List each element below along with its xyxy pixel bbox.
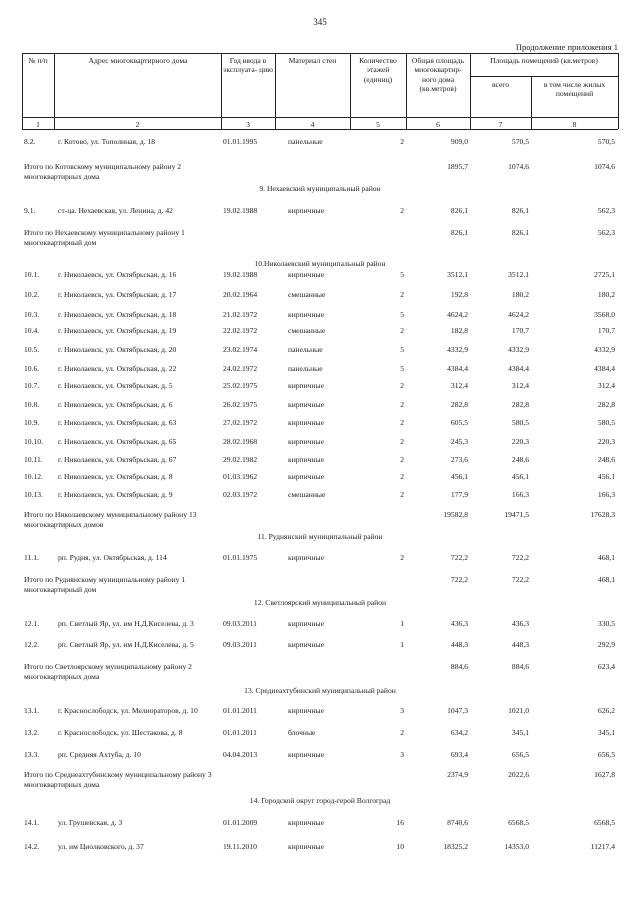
cell-number: 13.3. bbox=[24, 750, 40, 759]
cell-total-area: 448,3 bbox=[450, 640, 468, 649]
section-heading: 13. Среднеахтубинский муниципальный район bbox=[244, 686, 396, 695]
cell-area-residential: 1627,8 bbox=[594, 770, 615, 779]
cell-area-residential: 345,1 bbox=[597, 728, 615, 737]
cell-area-residential: 312,4 bbox=[597, 381, 615, 390]
cell-total-area: 4624,2 bbox=[447, 310, 468, 319]
cell-area-all: 4332,9 bbox=[508, 345, 529, 354]
cell-floors: 2 bbox=[400, 728, 404, 737]
cell-area-residential: 570,5 bbox=[597, 137, 615, 146]
cell-year: 19.02.1988 bbox=[223, 270, 258, 279]
cell-address: г. Николаевск, ул. Октябрьская, д. 6 bbox=[58, 400, 173, 409]
cell-total-area: 4384,4 bbox=[447, 364, 468, 373]
cell-address: г. Николаевск, ул. Октябрьская, д. 8 bbox=[58, 472, 173, 481]
cell-total-area: 18325,2 bbox=[443, 842, 468, 851]
column-number: 4 bbox=[310, 120, 315, 129]
cell-number: 10.9. bbox=[24, 418, 40, 427]
cell-area-residential: 166,3 bbox=[597, 490, 615, 499]
cell-year: 26.02.1975 bbox=[223, 400, 258, 409]
header-address: Адрес многоквартирного дома bbox=[88, 56, 188, 65]
section-heading: 14. Городской округ город-герой Волгоград bbox=[249, 796, 391, 805]
cell-material: кирпичные bbox=[288, 310, 325, 319]
cell-number: 10.13. bbox=[24, 490, 43, 499]
cell-material: кирпичные bbox=[288, 381, 325, 390]
cell-area-all: 722,2 bbox=[511, 575, 529, 584]
cell-number: 13.2. bbox=[24, 728, 40, 737]
cell-floors: 2 bbox=[400, 206, 404, 215]
header-total-area: Общая площадь многоквартир- ного дома (кв.метров) bbox=[411, 56, 465, 94]
cell-area-residential: 282,8 bbox=[597, 400, 615, 409]
cell-address: г. Николаевск, ул. Октябрьская, д. 22 bbox=[58, 364, 177, 373]
cell-material: кирпичные bbox=[288, 455, 325, 464]
cell-year: 02.03.1972 bbox=[223, 490, 258, 499]
cell-area-residential: 292,9 bbox=[597, 640, 615, 649]
cell-total-area: 2374,9 bbox=[447, 770, 468, 779]
cell-area-residential: 170,7 bbox=[597, 326, 615, 335]
cell-area-residential: 2725,1 bbox=[594, 270, 615, 279]
cell-year: 04.04.2013 bbox=[223, 750, 258, 759]
cell-area-residential: 456,1 bbox=[597, 472, 615, 481]
cell-material: панельные bbox=[288, 137, 323, 146]
cell-area-residential: 468,1 bbox=[597, 553, 615, 562]
cell-material: кирпичные bbox=[288, 706, 325, 715]
cell-floors: 2 bbox=[400, 553, 404, 562]
cell-total-area: 8740,6 bbox=[447, 818, 468, 827]
header-year: Год ввода в эксплуата- цию bbox=[223, 56, 273, 75]
cell-material: кирпичные bbox=[288, 818, 325, 827]
cell-number: 10.2. bbox=[24, 290, 40, 299]
cell-area-residential: 220,3 bbox=[597, 437, 615, 446]
continuation-note: Продолжение приложения 1 bbox=[515, 42, 618, 52]
cell-total-area: 177,9 bbox=[450, 490, 468, 499]
cell-area-all: 170,7 bbox=[511, 326, 529, 335]
cell-year: 21.02.1972 bbox=[223, 310, 258, 319]
cell-number: 10.8. bbox=[24, 400, 40, 409]
cell-area-all: 2022,6 bbox=[508, 770, 529, 779]
page-number: 345 bbox=[313, 17, 327, 27]
cell-area-all: 345,1 bbox=[511, 728, 529, 737]
cell-number: 10.1. bbox=[24, 270, 40, 279]
cell-material: кирпичные bbox=[288, 206, 325, 215]
cell-total-area: 245,3 bbox=[450, 437, 468, 446]
cell-area-residential: 3568,0 bbox=[594, 310, 615, 319]
cell-year: 01.01.1995 bbox=[223, 137, 258, 146]
cell-floors: 2 bbox=[400, 400, 404, 409]
cell-number: 10.11. bbox=[24, 455, 43, 464]
cell-area-all: 448,3 bbox=[511, 640, 529, 649]
column-number: 3 bbox=[246, 120, 250, 129]
cell-year: 27.02.1972 bbox=[223, 418, 258, 427]
cell-area-residential: 4332,9 bbox=[594, 345, 615, 354]
cell-area-all: 1074,6 bbox=[508, 162, 529, 171]
cell-address: ст-ца. Нехаевская, ул. Ленина, д. 42 bbox=[58, 206, 173, 215]
cell-year: 28.02.1968 bbox=[223, 437, 258, 446]
col-border bbox=[350, 53, 351, 129]
cell-address: г. Николаевск, ул. Октябрьская, д. 9 bbox=[58, 490, 173, 499]
cell-material: блочные bbox=[288, 728, 316, 737]
cell-address: г. Николаевск, ул. Октябрьская, д. 5 bbox=[58, 381, 173, 390]
cell-address: ул. Грушевская, д. 3 bbox=[58, 818, 123, 827]
cell-area-all: 436,3 bbox=[511, 619, 529, 628]
column-number: 8 bbox=[572, 120, 577, 129]
cell-address: г. Николаевск, ул. Октябрьская, д. 63 bbox=[58, 418, 177, 427]
cell-material: кирпичные bbox=[288, 472, 325, 481]
cell-area-all: 312,4 bbox=[511, 381, 529, 390]
cell-area-all: 6568,5 bbox=[508, 818, 529, 827]
cell-number: 8.2. bbox=[24, 137, 36, 146]
cell-floors: 10 bbox=[396, 842, 404, 851]
cell-address: ул. им Циолковского, д. 37 bbox=[58, 842, 144, 851]
cell-floors: 2 bbox=[400, 381, 404, 390]
district-total-label: Итого по Светлоярскому муниципальному району 2 многоквартирных дома bbox=[24, 662, 192, 681]
cell-number: 14.2. bbox=[24, 842, 40, 851]
cell-floors: 3 bbox=[400, 706, 404, 715]
cell-material: кирпичные bbox=[288, 418, 325, 427]
cell-material: кирпичные bbox=[288, 437, 325, 446]
header-bottom-rule bbox=[22, 117, 618, 118]
cell-area-all: 570,5 bbox=[511, 137, 529, 146]
cell-address: г. Николаевск, ул. Октябрьская, д. 67 bbox=[58, 455, 177, 464]
cell-number: 11.1. bbox=[24, 553, 39, 562]
cell-area-residential: 330,5 bbox=[597, 619, 615, 628]
header-material: Материал стен bbox=[288, 56, 337, 65]
cell-year: 25.02.1975 bbox=[223, 381, 258, 390]
cell-year: 20.02.1964 bbox=[223, 290, 258, 299]
cell-area-all: 248,6 bbox=[511, 455, 529, 464]
cell-total-area: 722,2 bbox=[450, 553, 468, 562]
cell-area-all: 826,1 bbox=[511, 206, 529, 215]
cell-area-residential: 17628,3 bbox=[590, 510, 615, 519]
cell-total-area: 19582,8 bbox=[443, 510, 468, 519]
cell-total-area: 282,8 bbox=[450, 400, 468, 409]
cell-address: рп. Светлый Яр, ул. им Н.Д.Киселева, д. 3 bbox=[58, 619, 194, 628]
cell-floors: 2 bbox=[400, 490, 404, 499]
cell-total-area: 3512,1 bbox=[447, 270, 468, 279]
district-total-label: Итого по Руднянскому муниципальному району 1 многоквартирный дом bbox=[24, 575, 186, 594]
cell-year: 01.01.1975 bbox=[223, 553, 258, 562]
col-border bbox=[275, 53, 276, 129]
cell-area-residential: 468,1 bbox=[597, 575, 615, 584]
cell-material: кирпичные bbox=[288, 750, 325, 759]
cell-address: рп. Светлый Яр, ул. им Н.Д.Киселева, д. 5 bbox=[58, 640, 194, 649]
cell-material: кирпичные bbox=[288, 270, 325, 279]
cell-address: г. Николаевск, ул. Октябрьская, д. 20 bbox=[58, 345, 177, 354]
cell-area-all: 656,5 bbox=[511, 750, 529, 759]
section-heading: 9. Нехаевский муниципальный район bbox=[259, 184, 381, 193]
cell-year: 23.02.1974 bbox=[223, 345, 258, 354]
cell-floors: 5 bbox=[400, 270, 404, 279]
cell-total-area: 722,2 bbox=[450, 575, 468, 584]
district-total-label: Итого по Николаевскому муниципальному району 13 многоквартирных домов bbox=[24, 510, 197, 529]
cell-address: г. Краснослободск, ул. Мелиораторов, д. 10 bbox=[58, 706, 198, 715]
cell-total-area: 1895,7 bbox=[447, 162, 468, 171]
cell-floors: 2 bbox=[400, 326, 404, 335]
cell-year: 19.11.2010 bbox=[223, 842, 257, 851]
col-border bbox=[221, 53, 222, 129]
cell-number: 10.10. bbox=[24, 437, 43, 446]
cell-year: 19.02.1988 bbox=[223, 206, 258, 215]
col-border bbox=[406, 53, 407, 129]
cell-number: 10.4. bbox=[24, 326, 40, 335]
cell-area-residential: 4384,4 bbox=[594, 364, 615, 373]
cell-area-all: 4624,2 bbox=[508, 310, 529, 319]
cell-floors: 2 bbox=[400, 418, 404, 427]
cell-material: смешанные bbox=[288, 290, 326, 299]
cell-floors: 2 bbox=[400, 437, 404, 446]
cell-floors: 5 bbox=[400, 310, 404, 319]
cell-number: 10.6. bbox=[24, 364, 40, 373]
cell-material: панельные bbox=[288, 345, 323, 354]
cell-total-area: 4332,9 bbox=[447, 345, 468, 354]
cell-floors: 3 bbox=[400, 750, 404, 759]
cell-year: 01.03.1962 bbox=[223, 472, 258, 481]
cell-number: 10.3. bbox=[24, 310, 40, 319]
cell-area-all: 180,2 bbox=[511, 290, 529, 299]
cell-number: 13.1. bbox=[24, 706, 40, 715]
cell-address: г. Николаевск, ул. Октябрьская, д. 19 bbox=[58, 326, 177, 335]
cell-total-area: 273,6 bbox=[450, 455, 468, 464]
cell-address: г. Николаевск, ул. Октябрьская, д. 65 bbox=[58, 437, 177, 446]
cell-area-residential: 580,5 bbox=[597, 418, 615, 427]
cell-floors: 1 bbox=[400, 640, 404, 649]
subheader-rule bbox=[470, 76, 618, 77]
cell-year: 01.01.2011 bbox=[223, 706, 257, 715]
cell-floors: 16 bbox=[396, 818, 404, 827]
cell-address: г. Николаевск, ул. Октябрьская, д. 18 bbox=[58, 310, 177, 319]
cell-area-residential: 656,5 bbox=[597, 750, 615, 759]
cell-total-area: 884,6 bbox=[450, 662, 468, 671]
cell-area-all: 166,3 bbox=[511, 490, 529, 499]
column-number: 7 bbox=[498, 120, 503, 129]
cell-address: г. Николаевск, ул. Октябрьская, д. 16 bbox=[58, 270, 177, 279]
cell-floors: 2 bbox=[400, 137, 404, 146]
col-border bbox=[618, 53, 619, 129]
cell-material: панельные bbox=[288, 364, 323, 373]
district-total-label: Итого по Нехаевскому муниципальному району 1 многоквартирный дом bbox=[24, 228, 185, 247]
cell-number: 14.1. bbox=[24, 818, 40, 827]
cell-number: 10.7. bbox=[24, 381, 40, 390]
cell-floors: 2 bbox=[400, 472, 404, 481]
cell-total-area: 826,1 bbox=[450, 206, 468, 215]
cell-area-residential: 6568,5 bbox=[594, 818, 615, 827]
cell-total-area: 826,1 bbox=[450, 228, 468, 237]
cell-year: 22.02.1972 bbox=[223, 326, 258, 335]
cell-total-area: 312,4 bbox=[450, 381, 468, 390]
cell-area-all: 884,6 bbox=[511, 662, 529, 671]
cell-floors: 5 bbox=[400, 345, 404, 354]
cell-address: г. Николаевск, ул. Октябрьская, д. 17 bbox=[58, 290, 177, 299]
cell-total-area: 182,8 bbox=[450, 326, 468, 335]
col-border bbox=[54, 53, 55, 129]
cell-number: 12.1. bbox=[24, 619, 40, 628]
district-total-label: Итого по Среднеахтубинскому муниципальному району 3 многоквартирных дома bbox=[24, 770, 212, 789]
cell-year: 24.02.1972 bbox=[223, 364, 258, 373]
cell-number: 10.5. bbox=[24, 345, 40, 354]
header-all: всего bbox=[491, 80, 510, 89]
cell-material: кирпичные bbox=[288, 400, 325, 409]
cell-area-residential: 623,4 bbox=[597, 662, 615, 671]
cell-total-area: 634,2 bbox=[450, 728, 468, 737]
cell-area-residential: 562,3 bbox=[597, 206, 615, 215]
cell-material: кирпичные bbox=[288, 842, 325, 851]
header-floors: Количество этажей (единиц) bbox=[359, 56, 397, 84]
cell-area-all: 580,5 bbox=[511, 418, 529, 427]
cell-address: рп. Средняя Ахтуба, д. 10 bbox=[58, 750, 141, 759]
cell-area-residential: 562,3 bbox=[597, 228, 615, 237]
column-number: 5 bbox=[376, 120, 380, 129]
section-heading: 12. Светлоярский муниципальный район bbox=[253, 598, 387, 607]
cell-area-residential: 248,6 bbox=[597, 455, 615, 464]
cell-total-area: 192,8 bbox=[450, 290, 468, 299]
section-heading: 11. Руднянский муниципальный район bbox=[257, 532, 383, 541]
cell-material: смешанные bbox=[288, 490, 326, 499]
cell-year: 09.03.2011 bbox=[223, 619, 257, 628]
column-number-rule bbox=[22, 129, 618, 130]
cell-area-all: 220,3 bbox=[511, 437, 529, 446]
section-heading: 10.Николаевский муниципальный район bbox=[254, 259, 386, 268]
cell-floors: 2 bbox=[400, 290, 404, 299]
cell-area-all: 3512,1 bbox=[508, 270, 529, 279]
header-num: № п/п bbox=[28, 56, 48, 65]
header-premises-area: Площадь помещений (кв.метров) bbox=[490, 56, 598, 65]
column-number: 1 bbox=[36, 120, 40, 129]
column-number: 6 bbox=[436, 120, 440, 129]
cell-total-area: 456,1 bbox=[450, 472, 468, 481]
cell-area-all: 4384,4 bbox=[508, 364, 529, 373]
cell-area-all: 826,1 bbox=[511, 228, 529, 237]
col-border bbox=[470, 53, 471, 129]
cell-floors: 2 bbox=[400, 455, 404, 464]
table-top-rule bbox=[22, 53, 618, 54]
cell-area-all: 14353,0 bbox=[504, 842, 529, 851]
cell-area-residential: 180,2 bbox=[597, 290, 615, 299]
district-total-label: Итого по Котовскому муниципальному району 2 многоквартирных дома bbox=[24, 162, 182, 181]
cell-year: 09.03.2011 bbox=[223, 640, 257, 649]
cell-material: смешанные bbox=[288, 326, 326, 335]
cell-area-all: 1021,0 bbox=[508, 706, 529, 715]
cell-year: 01.01.2011 bbox=[223, 728, 257, 737]
cell-year: 29.02.1982 bbox=[223, 455, 258, 464]
cell-area-residential: 626,2 bbox=[597, 706, 615, 715]
cell-area-all: 456,1 bbox=[511, 472, 529, 481]
cell-total-area: 436,3 bbox=[450, 619, 468, 628]
cell-floors: 5 bbox=[400, 364, 404, 373]
cell-number: 9.1. bbox=[24, 206, 36, 215]
cell-material: кирпичные bbox=[288, 640, 325, 649]
cell-material: кирпичные bbox=[288, 619, 325, 628]
cell-area-all: 282,8 bbox=[511, 400, 529, 409]
cell-number: 12.2. bbox=[24, 640, 40, 649]
cell-material: кирпичные bbox=[288, 553, 325, 562]
cell-address: г. Краснослободск, ул. Шестакова, д. 8 bbox=[58, 728, 183, 737]
cell-total-area: 605,5 bbox=[450, 418, 468, 427]
header-residential: в том числе жилых помещений bbox=[543, 80, 606, 99]
cell-number: 10.12. bbox=[24, 472, 43, 481]
cell-address: г. Котово, ул. Тополиная, д. 18 bbox=[58, 137, 156, 146]
cell-area-residential: 11217,4 bbox=[590, 842, 615, 851]
cell-floors: 1 bbox=[400, 619, 404, 628]
cell-total-area: 909,0 bbox=[450, 137, 468, 146]
cell-total-area: 1047,3 bbox=[447, 706, 468, 715]
column-number: 2 bbox=[135, 120, 140, 129]
cell-address: рп. Рудня, ул. Октябрьская, д. 114 bbox=[58, 553, 167, 562]
cell-area-residential: 1074,6 bbox=[594, 162, 615, 171]
cell-area-all: 722,2 bbox=[511, 553, 529, 562]
cell-total-area: 693,4 bbox=[450, 750, 468, 759]
cell-year: 01.01.2009 bbox=[223, 818, 258, 827]
cell-area-all: 19471,5 bbox=[504, 510, 529, 519]
